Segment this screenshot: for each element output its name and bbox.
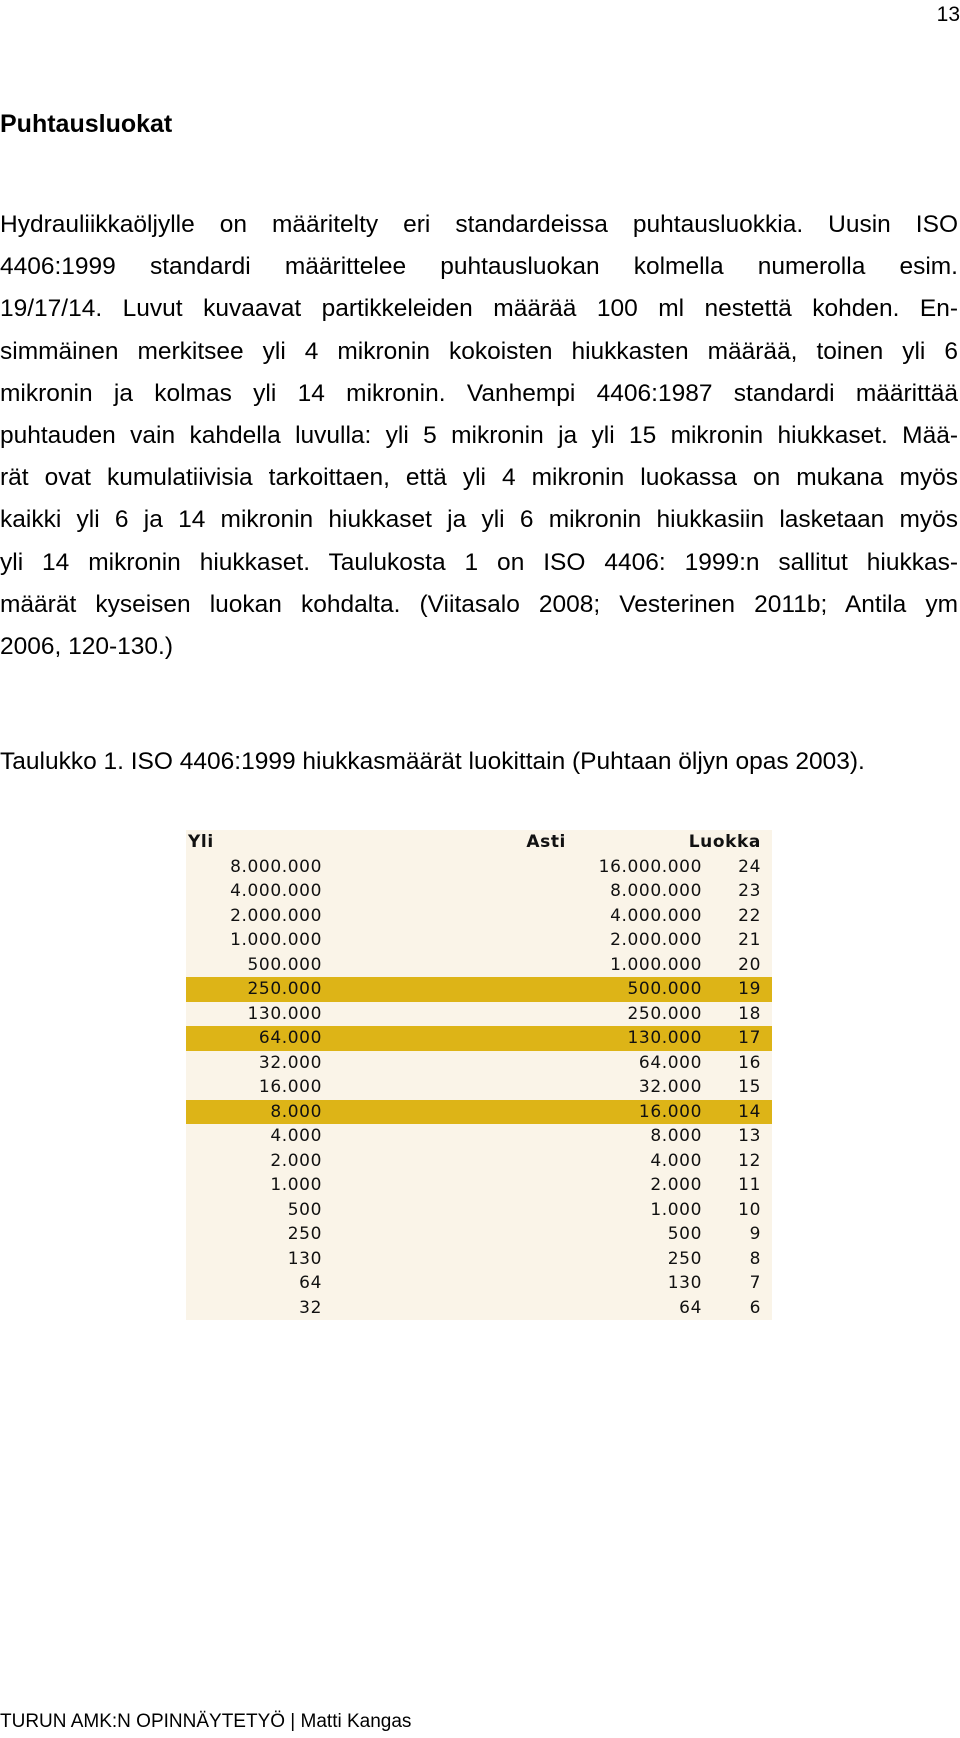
cell-from: 250.000 [247,979,322,1000]
cell-to: 16.000 [638,1101,702,1122]
cell-class: 16 [738,1052,761,1073]
table-row [186,1149,772,1174]
cell-to: 500.000 [627,979,702,1000]
cell-class: 8 [749,1248,761,1269]
cell-to: 1.000.000 [610,954,702,975]
cell-class: 20 [738,954,761,975]
body-paragraph [0,204,958,668]
cell-to: 1.000 [650,1199,702,1220]
cell-from: 130.000 [247,1003,322,1024]
cell-from: 8.000.000 [230,856,322,877]
cell-class: 18 [738,1003,761,1024]
cell-from: 500.000 [247,954,322,975]
table-row [186,1173,772,1198]
paragraph-line: 2006, 120-130.) [0,632,173,660]
cell-class: 14 [738,1101,761,1122]
paragraph-line: puhtauden vain kahdella luvulla: yli 5 mikronin ja yli 15 mikronin hiukkaset. Mää- [0,421,958,449]
cell-class: 6 [749,1297,761,1318]
cell-class: 22 [738,905,761,926]
cell-to: 8.000.000 [610,881,702,902]
paragraph-line: Hydrauliikkaöljylle on määritelty eri standardeissa puhtausluokkia. Uusin ISO [0,211,958,238]
paragraph-line: rät ovat kumulatiivisia tarkoittaen, että yli 4 mikronin luokassa on mukana myös [0,464,958,492]
table-row [186,1124,772,1149]
cell-from: 64.000 [258,1028,322,1049]
table-row [186,879,772,904]
cell-from: 130 [287,1248,322,1269]
section-heading: Puhtausluokat [0,110,173,138]
cell-to: 32.000 [638,1077,702,1098]
cell-to: 64 [679,1297,702,1318]
paragraph-line: simmäinen merkitsee yli 4 mikronin kokoisten hiukkasten määrää, toinen yli 6 [0,337,958,365]
cell-class: 12 [738,1150,761,1171]
paragraph-line: määrät kyseisen luokan kohdalta. (Viitasalo 2008; Vesterinen 2011b; Antila ym [0,590,958,618]
cell-class: 9 [749,1224,761,1245]
cell-from: 16.000 [258,1077,322,1098]
cell-from: 2.000 [270,1150,322,1171]
footer: TURUN AMK:N OPINNÄYTETYÖ | Matti Kangas [0,1711,412,1732]
table-row [186,1222,772,1247]
cell-to: 64.000 [638,1052,702,1073]
table-row [186,904,772,929]
paragraph-line: yli 14 mikronin hiukkaset. Taulukosta 1 on ISO 4406: 1999:n sallitut hiukkas- [0,548,958,576]
cell-to: 500 [667,1224,702,1245]
cell-to: 8.000 [650,1126,702,1147]
cell-class: 21 [738,930,761,951]
page-number: 13 [936,3,960,26]
cell-class: 11 [738,1175,761,1196]
table-caption: Taulukko 1. ISO 4406:1999 hiukkasmäärät luokittain (Puhtaan öljyn opas 2003). [0,748,865,775]
cell-from: 500 [287,1199,322,1220]
cell-class: 24 [738,856,761,877]
header-from: Yli [188,832,214,853]
cell-class: 13 [738,1126,761,1147]
cell-to: 130.000 [627,1028,702,1049]
table-row [186,977,772,1002]
paragraph-line: kaikki yli 6 ja 14 mikronin hiukkaset ja yli 6 mikronin hiukkasiin lasketaan myös [0,506,958,534]
cell-to: 2.000.000 [610,930,702,951]
cell-from: 64 [299,1273,322,1294]
paragraph-line: 4406:1999 standardi määrittelee puhtausluokan kolmella numerolla esim. [0,253,958,281]
cell-from: 4.000.000 [230,881,322,902]
cell-from: 250 [287,1224,322,1245]
table-row [186,1026,772,1051]
table-row [186,928,772,953]
cell-to: 4.000.000 [610,905,702,926]
cell-from: 8.000 [270,1101,322,1122]
header-class: Luokka [688,832,761,853]
cell-from: 32.000 [258,1052,322,1073]
table-row [186,1100,772,1125]
cell-from: 1.000 [270,1175,322,1196]
cell-class: 17 [738,1028,761,1049]
paragraph-line: 19/17/14. Luvut kuvaavat partikkeleiden määrää 100 ml nestettä kohden. En- [0,295,958,323]
cell-from: 1.000.000 [230,930,322,951]
cell-from: 32 [299,1297,322,1318]
cell-to: 2.000 [650,1175,702,1196]
cell-class: 23 [738,881,761,902]
table-row [186,1198,772,1223]
particle-class-table [186,830,772,1320]
cell-from: 2.000.000 [230,905,322,926]
cell-to: 16.000.000 [598,856,702,877]
paragraph-line: mikronin ja kolmas yli 14 mikronin. Vanhempi 4406:1987 standardi määrittää [0,379,958,407]
cell-to: 4.000 [650,1150,702,1171]
table-row [186,1296,772,1321]
table-row [186,1247,772,1272]
table-row [186,1075,772,1100]
table-row [186,1002,772,1027]
cell-to: 250.000 [627,1003,702,1024]
cell-to: 250 [667,1248,702,1269]
table-row [186,953,772,978]
cell-class: 7 [749,1273,761,1294]
table-row [186,1271,772,1296]
table-row [186,1051,772,1076]
table-row [186,855,772,880]
cell-class: 10 [738,1199,761,1220]
table-header-row [186,830,772,855]
cell-from: 4.000 [270,1126,322,1147]
header-to: Asti [526,832,566,853]
cell-class: 19 [738,979,761,1000]
cell-class: 15 [738,1077,761,1098]
cell-to: 130 [667,1273,702,1294]
